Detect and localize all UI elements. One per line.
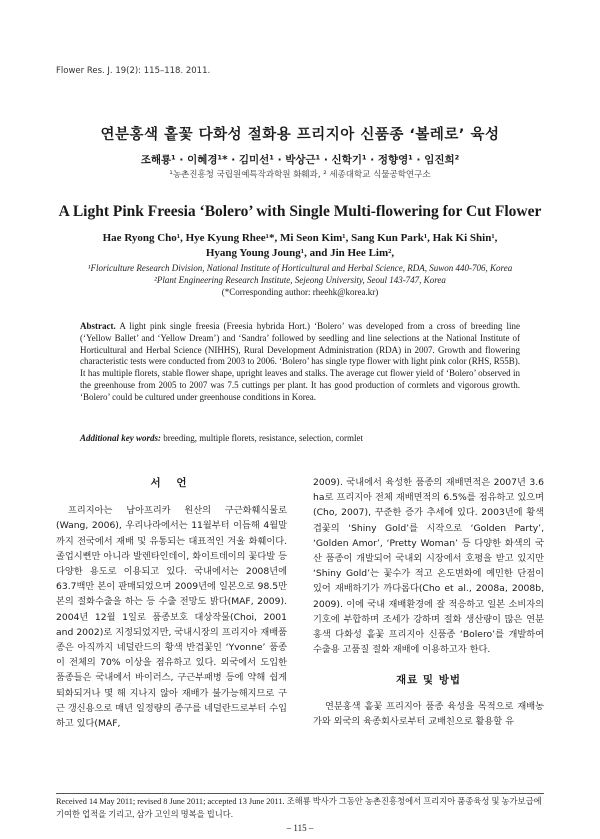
abstract-text: A light pink single freesia (Freesia hybrida Hort.) ‘Bolero’ was developed from a cross of breeding line (‘Yellow Ballet’ and ‘Yellow Dream’) and ‘Sandra’ followed by seedling and line selections at the National Institute of Horticultural and Herbal Science (NIHHS), Rural Development Administration (RDA) in 2007. Growth and flowering characteristic tests were conducted from 2003 to 2006. ‘Bolero’ has single type flower with light pink color (RHS, R55B). It has multiple florets, stable flower shape, upright leaves and stalks. The average cut flower yield of ‘Bolero’ observed in the greenhouse from 2005 to 2007 was 7.5 cuttings per plant. It has good production of cormlets and vigorous growth. ‘Bolero’ could be cultured under greenhouse conditions in Korea. (80, 321, 520, 402)
affiliation-line-2: ²Plant Engineering Research Institute, Sejeong University, Seoul 143-747, Korea (154, 275, 446, 285)
english-authors-line-1: Hae Ryong Cho¹, Hye Kyung Rhee¹*, Mi Seon Kim¹, Sang Kun Park¹, Hak Ki Shin¹, (102, 232, 498, 244)
intro-paragraph-left: 프리지아는 남아프리카 원산의 구근화훼식물로 (Wang, 2006), 우리나라에서는 11월부터 이듬해 4월말까지 전국에서 재배 및 유통되는 대표적인 겨울 화훼이다. 졸업시뻔만 아니라 발렌타인데이, 화이트데이의 꽃다발 등 다양한 용도로 이용되고 있다. 국내에서는 2008년에 63.7백만 본이 판매되었으며 2009년에 일본으로 98.5만 본의 절화수출을 하는 등 수출 전망도 밝다(MAF, 2009). 2004년 12월 1일로 품종보호 대상작물(Choi, 2001 and 2002)로 지정되었지만, 국내시장의 프리지아 재배품종은 아직까지 네덜란드의 황색 반겹꽃인 ‘Yvonne’ 품종이 전체의 70% 이상을 점유하고 있다. 외국에서 도입한 품종들은 국내에서 바이러스, 구근부패병 등에 약해 쉽게 퇴화되거나 몇 해 지나지 않아 재배가 불가능해지므로 구근 갱신용으로 매년 일정량의 종구를 네덜란드로부터 수입하고 있다(MAF, (56, 505, 287, 730)
keywords-text: breeding, multiple florets, resistance, selection, cormlet (163, 433, 363, 443)
corresponding-author: (*Corresponding author: rheehk@korea.kr) (221, 287, 379, 297)
keywords-label: Additional key words: (80, 433, 162, 443)
methods-paragraph: 연분홍색 홑꽃 프리지아 품종 육성을 목적으로 재배농가와 외국의 육종회사로부터 교배친으로 활용할 유 (313, 700, 544, 727)
footnote: Received 14 May 2011; revised 8 June 2011; accepted 13 June 2011. 조해룡 박사가 그동안 농촌진흥청에서 프리지아 품종육성 및 농가보급에 기여한 업적을 기리고, 삼가 고인의 명복을 빕니다. (56, 797, 542, 819)
section-heading-methods: 재료 및 방법 (395, 674, 462, 687)
english-authors (0, 231, 600, 261)
left-column (56, 470, 287, 731)
korean-title: 연분홍색 홑꽃 다화성 절화용 프리지아 신품종 ‘볼레로’ 육성 (100, 127, 500, 143)
english-title: A Light Pink Freesia ‘Bolero’ with Single Multi-flowering for Cut Flower (58, 203, 542, 220)
english-authors-line-2: Hyang Young Joung¹, and Jin Hee Lim², (205, 247, 395, 259)
affiliation-line-1: ¹Floriculture Research Division, National Institute of Horticultural and Herbal Science, RDA, Suwon 440-706, Korea (87, 263, 513, 273)
page-number: – 115 – (286, 823, 314, 833)
korean-authors: 조해룡¹ · 이혜경¹* · 김미선¹ · 박상근¹ · 신학기¹ · 정향영¹ · 임진희² (140, 154, 460, 166)
english-affiliation (0, 262, 600, 298)
journal-reference: Flower Res. J. 19(2): 115–118. 2011. (56, 66, 211, 76)
section-heading-introduction: 서 언 (150, 477, 193, 489)
right-column (313, 475, 544, 729)
footnote-divider (56, 793, 544, 794)
intro-paragraph-right: 2009). 국내에서 육성한 품종의 재배면적은 2007년 3.6 ha로 프리지아 전체 재배면적의 6.5%를 점유하고 있으며 (Cho, 2007), 꾸준한 증가 추세에 있다. 2003년에 황색 겹꽃의 ‘Shiny Gold’를 시작으로 ‘Golden Party’, ‘Golden Amor’, ‘Pretty Woman’ 등 다양한 화색의 국산 품종이 개발되어 국내외 시장에서 호평을 받고 있지만 ‘Shiny Gold’는 꽃수가 적고 온도변화에 예민한 단점이 있어 재배하기가 까다롭다(Cho et al., 2008a, 2008b, 2009). 이에 국내 재배환경에 잘 적응하고 일본 소비자의 기호에 부합하며 조세가 강하며 절화 생산량이 많은 연분홍색 다화성 홑꽃 프리지아 신품종 ‘Bolero’를 개발하여 수출용 고품질 절화 재배에 이용하고자 한다. (313, 477, 544, 656)
keywords (80, 433, 520, 443)
korean-affiliation: ¹농촌진흥청 국립원예특작과학원 화훼과, ² 세종대학교 식물공학연구소 (169, 170, 431, 180)
abstract (80, 321, 520, 404)
abstract-label: Abstract. (80, 321, 116, 331)
